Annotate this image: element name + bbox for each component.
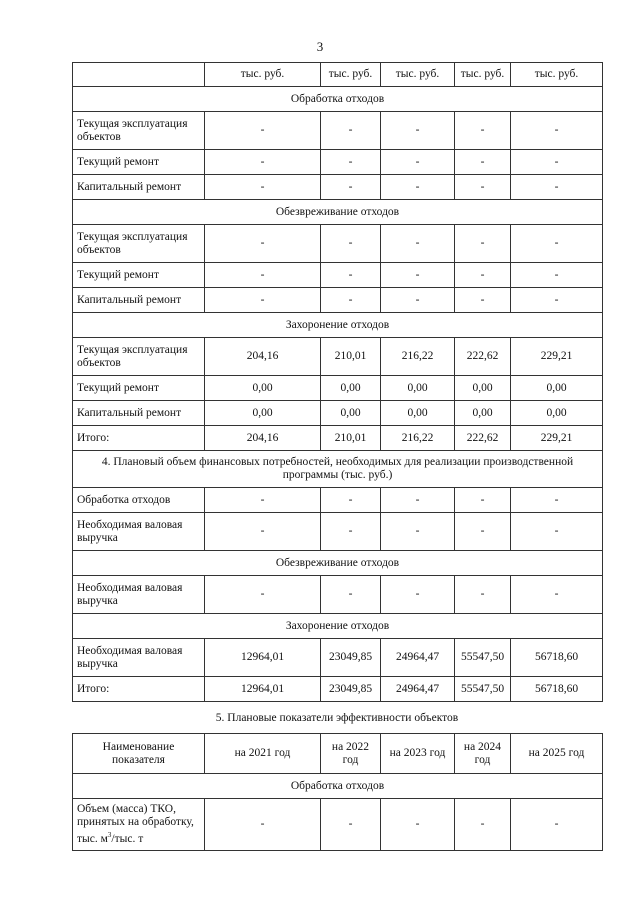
cell: - bbox=[205, 799, 321, 851]
row-label: Текущий ремонт bbox=[73, 263, 205, 288]
cell: - bbox=[381, 263, 455, 288]
section-header: Обезвреживание отходов bbox=[73, 200, 603, 225]
unit-cell: тыс. руб. bbox=[205, 63, 321, 87]
cell: 0,00 bbox=[321, 401, 381, 426]
row-label: Капитальный ремонт bbox=[73, 401, 205, 426]
cell: 12964,01 bbox=[205, 677, 321, 702]
cell: - bbox=[321, 263, 381, 288]
cell: - bbox=[321, 576, 381, 614]
cell: 229,21 bbox=[511, 338, 603, 376]
cell: 56718,60 bbox=[511, 677, 603, 702]
cell: - bbox=[381, 225, 455, 263]
unit-cell: тыс. руб. bbox=[455, 63, 511, 87]
cell: 0,00 bbox=[511, 376, 603, 401]
section-header: Обработка отходов bbox=[73, 87, 603, 112]
cell: - bbox=[205, 513, 321, 551]
cell: - bbox=[511, 576, 603, 614]
cell: - bbox=[205, 288, 321, 313]
financial-table bbox=[72, 62, 603, 702]
row-label bbox=[73, 799, 205, 851]
table-row bbox=[73, 175, 603, 200]
unit-cell: тыс. руб. bbox=[511, 63, 603, 87]
table-row bbox=[73, 338, 603, 376]
row-label: Обработка отходов bbox=[73, 488, 205, 513]
column-header: на 2024 год bbox=[455, 734, 511, 774]
cell: - bbox=[381, 288, 455, 313]
cell: - bbox=[381, 513, 455, 551]
column-header: Наименование показателя bbox=[73, 734, 205, 774]
cell: - bbox=[455, 150, 511, 175]
cell: 222,62 bbox=[455, 338, 511, 376]
cell: 0,00 bbox=[381, 376, 455, 401]
row-label: Необходимая валовая выручка bbox=[73, 639, 205, 677]
table-row bbox=[73, 376, 603, 401]
cell: 204,16 bbox=[205, 426, 321, 451]
unit-cell: тыс. руб. bbox=[321, 63, 381, 87]
cell: - bbox=[511, 175, 603, 200]
cell: - bbox=[511, 263, 603, 288]
cell: - bbox=[321, 150, 381, 175]
cell: - bbox=[321, 112, 381, 150]
superscript: 3 bbox=[107, 831, 112, 840]
cell: 222,62 bbox=[455, 426, 511, 451]
cell: 210,01 bbox=[321, 426, 381, 451]
table-row bbox=[73, 488, 603, 513]
cell: 55547,50 bbox=[455, 677, 511, 702]
cell: 204,16 bbox=[205, 338, 321, 376]
table-row bbox=[73, 150, 603, 175]
cell: 0,00 bbox=[455, 401, 511, 426]
table-row bbox=[73, 288, 603, 313]
unit-cell: тыс. руб. bbox=[381, 63, 455, 87]
cell: - bbox=[381, 799, 455, 851]
cell: - bbox=[321, 175, 381, 200]
cell: - bbox=[205, 576, 321, 614]
row-label: Текущая эксплуатация объектов bbox=[73, 112, 205, 150]
cell: 0,00 bbox=[455, 376, 511, 401]
row-label-text: Объем (масса) ТКО, принятых на обработку, тыс. м bbox=[77, 803, 194, 845]
cell: - bbox=[205, 263, 321, 288]
cell: - bbox=[511, 488, 603, 513]
column-header: на 2025 год bbox=[511, 734, 603, 774]
cell: 0,00 bbox=[205, 401, 321, 426]
cell: - bbox=[381, 488, 455, 513]
cell: - bbox=[321, 799, 381, 851]
table-row bbox=[73, 112, 603, 150]
section-4-title: 4. Плановый объем финансовых потребностей, необходимых для реализации производственной программы (тыс. руб.) bbox=[73, 451, 603, 488]
section-header: Захоронение отходов bbox=[73, 614, 603, 639]
cell: - bbox=[205, 175, 321, 200]
cell: - bbox=[381, 112, 455, 150]
cell: - bbox=[455, 263, 511, 288]
row-label: Текущая эксплуатация объектов bbox=[73, 225, 205, 263]
section-header: Захоронение отходов bbox=[73, 313, 603, 338]
cell: 24964,47 bbox=[381, 677, 455, 702]
row-label-tail: /тыс. т bbox=[111, 832, 144, 845]
cell: - bbox=[205, 112, 321, 150]
cell: - bbox=[321, 288, 381, 313]
cell: 56718,60 bbox=[511, 639, 603, 677]
cell: - bbox=[321, 225, 381, 263]
cell: - bbox=[455, 576, 511, 614]
cell: - bbox=[511, 225, 603, 263]
table-row bbox=[73, 263, 603, 288]
cell: 0,00 bbox=[381, 401, 455, 426]
cell: 216,22 bbox=[381, 426, 455, 451]
total-row bbox=[73, 677, 603, 702]
column-header: на 2022 год bbox=[321, 734, 381, 774]
cell: - bbox=[455, 488, 511, 513]
row-label: Необходимая валовая выручка bbox=[73, 576, 205, 614]
cell: - bbox=[205, 488, 321, 513]
table-row bbox=[73, 576, 603, 614]
row-label: Итого: bbox=[73, 426, 205, 451]
cell: 23049,85 bbox=[321, 639, 381, 677]
cell: - bbox=[321, 513, 381, 551]
cell: - bbox=[511, 513, 603, 551]
cell: 210,01 bbox=[321, 338, 381, 376]
cell: - bbox=[381, 175, 455, 200]
column-header: на 2023 год bbox=[381, 734, 455, 774]
table-row bbox=[73, 799, 603, 851]
cell: - bbox=[381, 150, 455, 175]
cell: 24964,47 bbox=[381, 639, 455, 677]
section-header: Обработка отходов bbox=[73, 774, 603, 799]
page-number: 3 bbox=[316, 39, 324, 54]
cell: - bbox=[511, 288, 603, 313]
cell: - bbox=[511, 799, 603, 851]
row-label: Текущий ремонт bbox=[73, 376, 205, 401]
total-row bbox=[73, 426, 603, 451]
cell: - bbox=[511, 112, 603, 150]
cell: 0,00 bbox=[205, 376, 321, 401]
table-row bbox=[73, 225, 603, 263]
section-header: Обезвреживание отходов bbox=[73, 551, 603, 576]
cell: 12964,01 bbox=[205, 639, 321, 677]
cell: - bbox=[205, 150, 321, 175]
row-label: Текущая эксплуатация объектов bbox=[73, 338, 205, 376]
table-row bbox=[73, 513, 603, 551]
cell: 23049,85 bbox=[321, 677, 381, 702]
units-row bbox=[73, 63, 603, 87]
row-label: Итого: bbox=[73, 677, 205, 702]
cell: - bbox=[455, 175, 511, 200]
header-row bbox=[73, 734, 603, 774]
column-header: на 2021 год bbox=[205, 734, 321, 774]
cell: 0,00 bbox=[321, 376, 381, 401]
cell: - bbox=[455, 288, 511, 313]
cell: - bbox=[455, 112, 511, 150]
cell: - bbox=[455, 513, 511, 551]
row-label: Капитальный ремонт bbox=[73, 288, 205, 313]
section-5-title: 5. Плановые показатели эффективности объектов bbox=[215, 712, 459, 724]
table-row bbox=[73, 401, 603, 426]
cell: 229,21 bbox=[511, 426, 603, 451]
cell: - bbox=[455, 799, 511, 851]
row-label: Текущий ремонт bbox=[73, 150, 205, 175]
cell: - bbox=[455, 225, 511, 263]
row-label: Необходимая валовая выручка bbox=[73, 513, 205, 551]
cell: - bbox=[381, 576, 455, 614]
cell: 0,00 bbox=[511, 401, 603, 426]
cell: 216,22 bbox=[381, 338, 455, 376]
cell: - bbox=[511, 150, 603, 175]
cell: 55547,50 bbox=[455, 639, 511, 677]
cell: - bbox=[205, 225, 321, 263]
empty-cell bbox=[73, 63, 205, 87]
row-label: Капитальный ремонт bbox=[73, 175, 205, 200]
efficiency-table bbox=[72, 733, 603, 851]
cell: - bbox=[321, 488, 381, 513]
table-row bbox=[73, 639, 603, 677]
